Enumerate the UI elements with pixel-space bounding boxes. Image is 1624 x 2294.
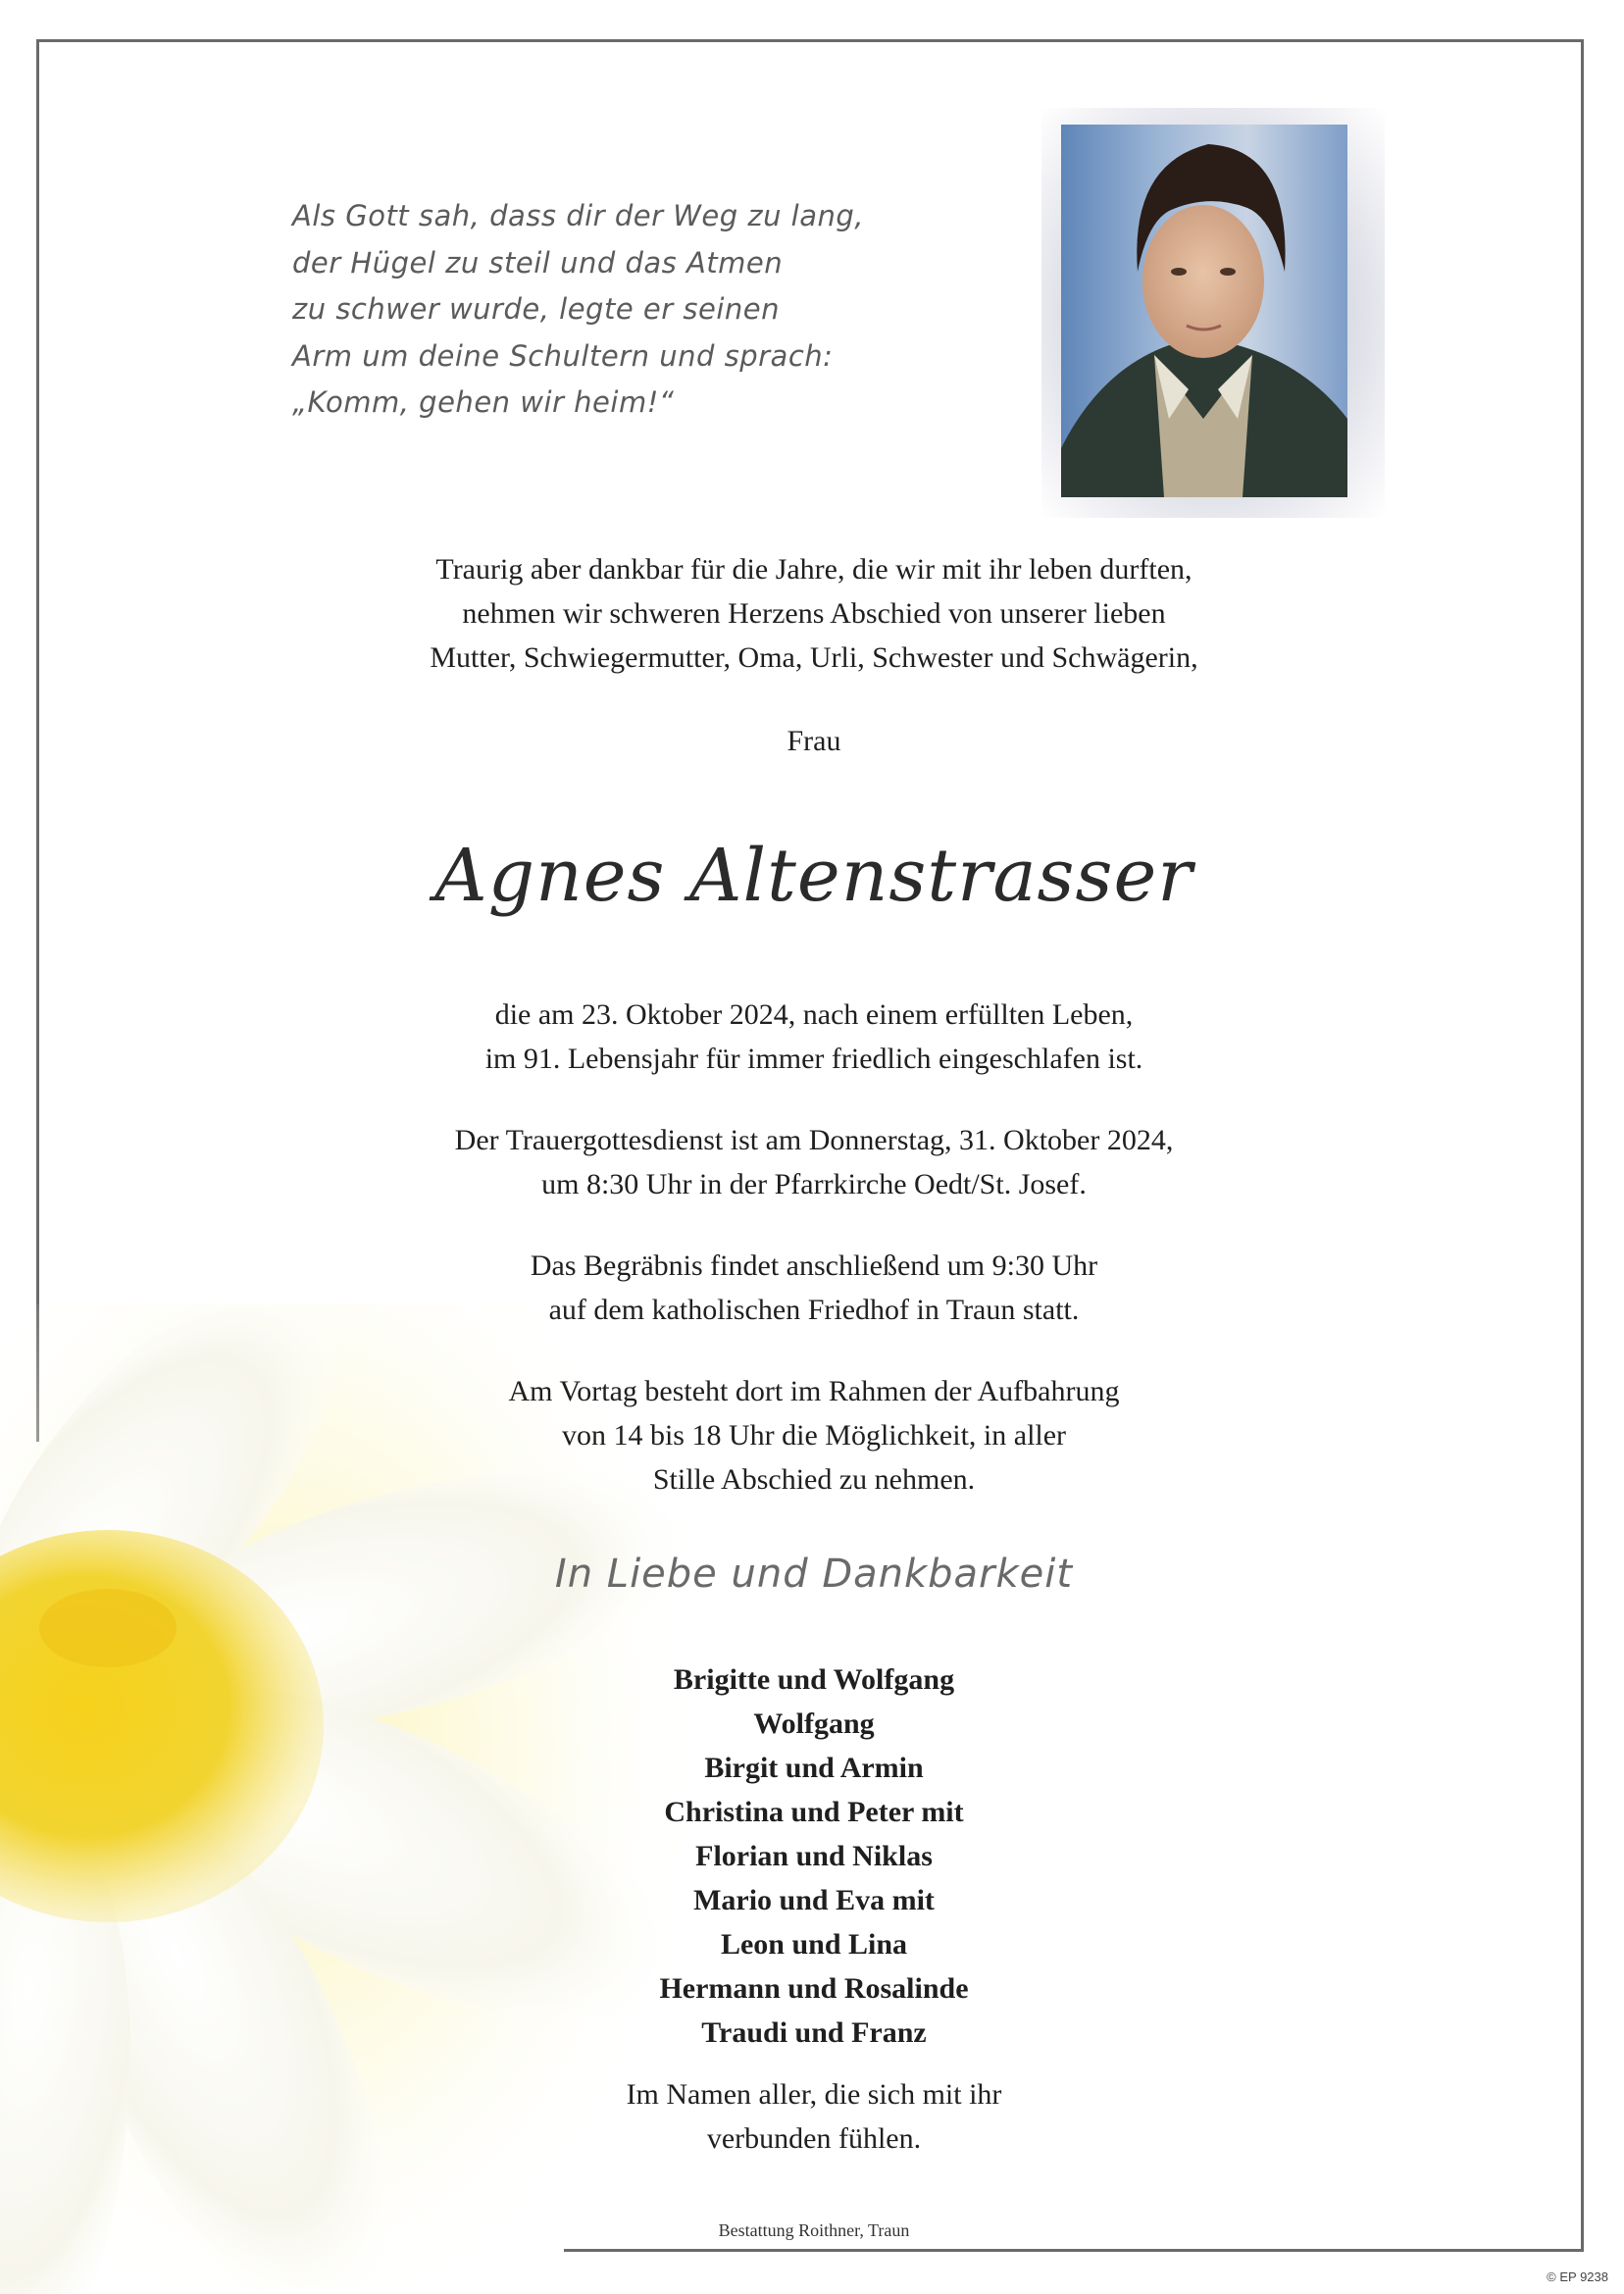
paragraph-line: Stille Abschied zu nehmen. — [652, 1463, 976, 1496]
family-member: Christina und Peter mit — [664, 1796, 964, 1828]
burial-paragraph — [324, 1244, 1304, 1332]
product-code: © EP 9238 — [1547, 2269, 1608, 2284]
poem-line: zu schwer wurde, legte er seinen — [292, 292, 780, 326]
deceased-name: Agnes Altenstrasser — [434, 834, 1193, 918]
salutation: Frau — [787, 725, 841, 757]
family-member: Wolfgang — [753, 1708, 875, 1740]
intro-line: nehmen wir schweren Herzens Abschied von unserer lieben — [462, 597, 1166, 630]
family-member: Hermann und Rosalinde — [659, 1972, 969, 2005]
poem-quote — [292, 193, 920, 427]
signoff-line: Im Namen aller, die sich mit ihr — [626, 2078, 1002, 2111]
poem-line: „Komm, gehen wir heim!“ — [292, 385, 675, 419]
paragraph-line: auf dem katholischen Friedhof in Traun statt. — [548, 1294, 1080, 1326]
intro-text — [324, 547, 1304, 680]
paragraph-line: Am Vortag besteht dort im Rahmen der Aufbahrung — [508, 1375, 1120, 1407]
page-border-left — [36, 39, 39, 1442]
paragraph-line: Der Trauergottesdienst ist am Donnerstag, 31. Oktober 2024, — [454, 1124, 1174, 1156]
family-member: Florian und Niklas — [695, 1840, 933, 1872]
closing-phrase: In Liebe und Dankbarkeit — [554, 1552, 1074, 1597]
family-list — [324, 1657, 1304, 2055]
poem-line: Als Gott sah, dass dir der Weg zu lang, — [292, 199, 865, 232]
paragraph-line: um 8:30 Uhr in der Pfarrkirche Oedt/St. Josef. — [541, 1168, 1087, 1200]
death-notice-paragraph — [324, 993, 1304, 1081]
viewing-paragraph — [324, 1369, 1304, 1502]
service-paragraph — [324, 1118, 1304, 1206]
paragraph-line: die am 23. Oktober 2024, nach einem erfüllten Leben, — [494, 998, 1134, 1031]
poem-line: der Hügel zu steil und das Atmen — [292, 245, 784, 280]
paragraph-line: im 91. Lebensjahr für immer friedlich eingeschlafen ist. — [484, 1043, 1143, 1075]
poem-line: Arm um deine Schultern und sprach: — [292, 338, 834, 373]
portrait-photo — [1061, 125, 1347, 497]
page-border-bottom — [564, 2249, 1584, 2252]
family-member: Leon und Lina — [720, 1928, 908, 1961]
signoff-line: verbunden fühlen. — [706, 2122, 922, 2155]
undertaker-credit: Bestattung Roithner, Traun — [718, 2220, 910, 2240]
signoff-text — [324, 2072, 1304, 2161]
paragraph-line: Das Begräbnis findet anschließend um 9:30 Uhr — [530, 1249, 1098, 1282]
intro-line: Traurig aber dankbar für die Jahre, die wir mit ihr leben durften, — [435, 553, 1193, 586]
family-member: Birgit und Armin — [704, 1752, 924, 1784]
paragraph-line: von 14 bis 18 Uhr die Möglichkeit, in aller — [561, 1419, 1067, 1452]
intro-line: Mutter, Schwiegermutter, Oma, Urli, Schwester und Schwägerin, — [430, 641, 1198, 674]
family-member: Brigitte und Wolfgang — [673, 1663, 955, 1696]
family-member: Mario und Eva mit — [693, 1884, 935, 1916]
family-member: Traudi und Franz — [701, 2016, 927, 2049]
